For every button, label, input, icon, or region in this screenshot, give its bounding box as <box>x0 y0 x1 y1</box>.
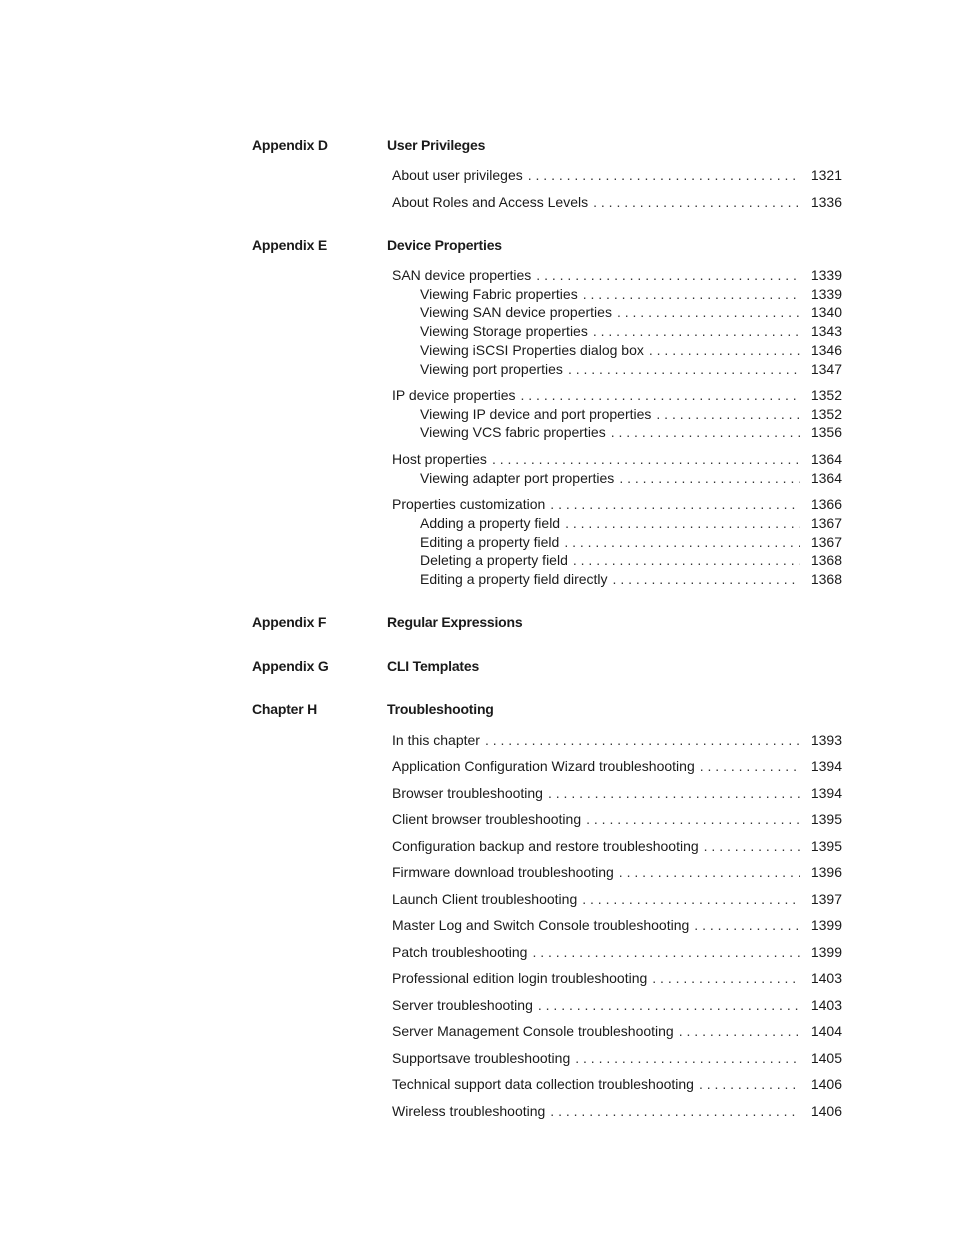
dot-leader <box>550 495 800 513</box>
toc-entry[interactable] <box>392 266 842 284</box>
entry-page-number: 1404 <box>810 1023 842 1039</box>
toc-entry[interactable] <box>392 450 842 468</box>
toc-entry[interactable] <box>420 551 842 569</box>
section-title[interactable]: Troubleshooting <box>387 701 494 717</box>
entry-page-number: 1340 <box>810 304 842 320</box>
section-title[interactable]: Device Properties <box>387 237 502 253</box>
entry-title: Viewing iSCSI Properties dialog box <box>420 342 644 358</box>
entry-title: Properties customization <box>392 496 546 512</box>
entry-page-number: 1397 <box>810 891 842 907</box>
dot-leader <box>582 890 800 908</box>
toc-entry[interactable] <box>392 916 842 934</box>
toc-entry[interactable] <box>392 386 842 404</box>
entry-page-number: 1321 <box>810 167 842 183</box>
dot-leader <box>550 1102 800 1120</box>
entry-page-number: 1395 <box>810 838 842 854</box>
entry-page-number: 1347 <box>810 361 842 377</box>
entry-title: About user privileges <box>392 167 523 183</box>
toc-entry[interactable] <box>392 969 842 987</box>
toc-entry[interactable] <box>392 810 842 828</box>
section-title[interactable]: User Privileges <box>387 137 486 153</box>
entry-title: Wireless troubleshooting <box>392 1103 546 1119</box>
entry-page-number: 1395 <box>810 811 842 827</box>
toc-entry[interactable] <box>420 341 842 359</box>
dot-leader <box>619 863 800 881</box>
dot-leader <box>704 837 800 855</box>
entry-page-number: 1352 <box>810 406 842 422</box>
entry-page-number: 1364 <box>810 451 842 467</box>
toc-entry[interactable] <box>392 996 842 1014</box>
toc-entry[interactable] <box>392 1102 842 1120</box>
dot-leader <box>611 423 800 441</box>
entry-page-number: 1403 <box>810 997 842 1013</box>
entry-title: Deleting a property field <box>420 552 568 568</box>
entry-title: Patch troubleshooting <box>392 944 528 960</box>
dot-leader <box>586 810 800 828</box>
dot-leader <box>583 285 800 303</box>
entry-title: Server Management Console troubleshooting <box>392 1023 674 1039</box>
entry-page-number: 1368 <box>810 571 842 587</box>
toc-entry[interactable] <box>392 495 842 513</box>
entry-page-number: 1367 <box>810 534 842 550</box>
entry-title: Viewing port properties <box>420 361 563 377</box>
entry-title: Server troubleshooting <box>392 997 533 1013</box>
entry-page-number: 1399 <box>810 917 842 933</box>
entry-page-number: 1339 <box>810 267 842 283</box>
toc-entry[interactable] <box>420 514 842 532</box>
entry-page-number: 1366 <box>810 496 842 512</box>
entry-page-number: 1352 <box>810 387 842 403</box>
toc-entry[interactable] <box>392 943 842 961</box>
dot-leader <box>652 969 800 987</box>
entry-page-number: 1368 <box>810 552 842 568</box>
dot-leader <box>573 551 800 569</box>
dot-leader <box>679 1022 800 1040</box>
toc-entry[interactable] <box>392 863 842 881</box>
toc-entry[interactable] <box>420 469 842 487</box>
entry-title: Application Configuration Wizard troubleshooting <box>392 758 695 774</box>
entry-title: Supportsave troubleshooting <box>392 1050 571 1066</box>
dot-leader <box>593 322 800 340</box>
entry-title: IP device properties <box>392 387 516 403</box>
entry-page-number: 1394 <box>810 785 842 801</box>
toc-entry[interactable] <box>392 784 842 802</box>
dot-leader <box>619 469 800 487</box>
dot-leader <box>649 341 800 359</box>
dot-leader <box>528 166 800 184</box>
toc-entry[interactable] <box>392 193 842 211</box>
entry-page-number: 1336 <box>810 194 842 210</box>
entry-page-number: 1406 <box>810 1103 842 1119</box>
toc-entry[interactable] <box>420 570 842 588</box>
entry-page-number: 1399 <box>810 944 842 960</box>
toc-entry[interactable] <box>392 757 842 775</box>
dot-leader <box>492 450 800 468</box>
entry-title: Adding a property field <box>420 515 561 531</box>
section-label: Appendix F <box>252 614 327 630</box>
entry-title: Viewing Storage properties <box>420 323 588 339</box>
entry-page-number: 1406 <box>810 1076 842 1092</box>
entry-title: Host properties <box>392 451 487 467</box>
dot-leader <box>532 943 800 961</box>
entry-page-number: 1364 <box>810 470 842 486</box>
dot-leader <box>536 266 800 284</box>
entry-title: Professional edition login troubleshooting <box>392 970 648 986</box>
entry-title: Viewing SAN device properties <box>420 304 612 320</box>
entry-title: Master Log and Switch Console troubleshooting <box>392 917 690 933</box>
toc-entry[interactable] <box>420 303 842 321</box>
entry-page-number: 1394 <box>810 758 842 774</box>
entry-page-number: 1367 <box>810 515 842 531</box>
toc-entry[interactable] <box>420 322 842 340</box>
toc-entry[interactable] <box>420 533 842 551</box>
dot-leader <box>548 784 800 802</box>
entry-title: Technical support data collection troubleshooting <box>392 1076 694 1092</box>
dot-leader <box>538 996 800 1014</box>
dot-leader <box>564 533 800 551</box>
section-label: Appendix G <box>252 658 329 674</box>
dot-leader <box>575 1049 800 1067</box>
entry-title: Editing a property field <box>420 534 560 550</box>
entry-page-number: 1343 <box>810 323 842 339</box>
entry-page-number: 1393 <box>810 732 842 748</box>
toc-entry[interactable] <box>392 1022 842 1040</box>
dot-leader <box>520 386 800 404</box>
toc-entry[interactable] <box>392 890 842 908</box>
entry-page-number: 1405 <box>810 1050 842 1066</box>
entry-page-number: 1356 <box>810 424 842 440</box>
section-label: Appendix E <box>252 237 328 253</box>
dot-leader <box>593 193 800 211</box>
entry-title: Launch Client troubleshooting <box>392 891 578 907</box>
entry-title: Editing a property field directly <box>420 571 608 587</box>
section-title[interactable]: Regular Expressions <box>387 614 523 630</box>
toc-entry[interactable] <box>420 423 842 441</box>
toc-entry[interactable] <box>392 1075 842 1093</box>
dot-leader <box>568 360 800 378</box>
entry-title: About Roles and Access Levels <box>392 194 589 210</box>
entry-title: Client browser troubleshooting <box>392 811 582 827</box>
entry-title: Viewing adapter port properties <box>420 470 615 486</box>
toc-entry[interactable] <box>392 1049 842 1067</box>
section-label: Appendix D <box>252 137 328 153</box>
entry-title: Viewing IP device and port properties <box>420 406 652 422</box>
entry-title: SAN device properties <box>392 267 532 283</box>
toc-entry[interactable] <box>420 405 842 423</box>
dot-leader <box>613 570 800 588</box>
section-label: Chapter H <box>252 701 318 717</box>
dot-leader <box>565 514 800 532</box>
entry-title: Configuration backup and restore troubleshooting <box>392 838 699 854</box>
toc-entry[interactable] <box>392 837 842 855</box>
dot-leader <box>485 731 800 749</box>
entry-title: Viewing VCS fabric properties <box>420 424 606 440</box>
section-title[interactable]: CLI Templates <box>387 658 480 674</box>
entry-title: Firmware download troubleshooting <box>392 864 614 880</box>
toc-entry[interactable] <box>420 285 842 303</box>
toc-entry[interactable] <box>392 731 842 749</box>
dot-leader <box>699 1075 800 1093</box>
dot-leader <box>617 303 800 321</box>
dot-leader <box>656 405 800 423</box>
entry-title: Browser troubleshooting <box>392 785 543 801</box>
toc-entry[interactable] <box>420 360 842 378</box>
entry-page-number: 1346 <box>810 342 842 358</box>
toc-entry[interactable] <box>392 166 842 184</box>
entry-title: In this chapter <box>392 732 480 748</box>
dot-leader <box>700 757 800 775</box>
entry-page-number: 1339 <box>810 286 842 302</box>
entry-page-number: 1403 <box>810 970 842 986</box>
dot-leader <box>694 916 800 934</box>
entry-title: Viewing Fabric properties <box>420 286 578 302</box>
entry-page-number: 1396 <box>810 864 842 880</box>
